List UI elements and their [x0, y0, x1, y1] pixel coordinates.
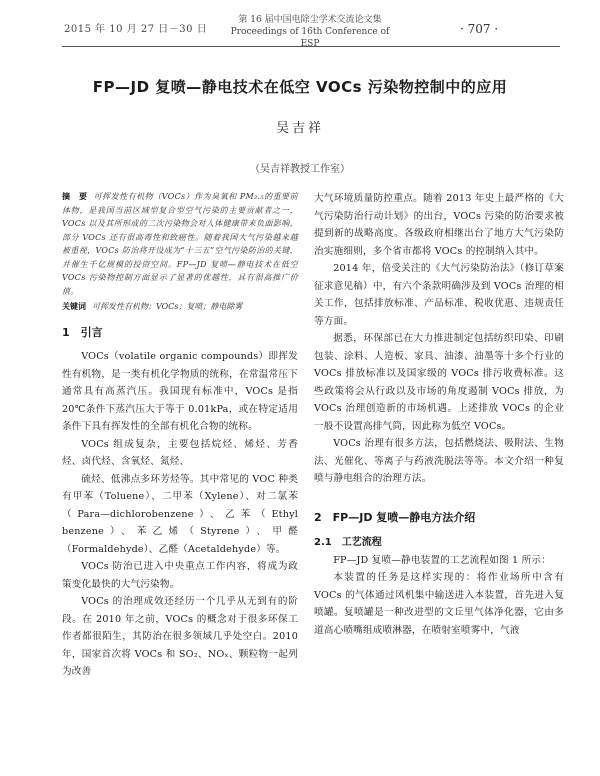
section-2-1-heading: 2.1 工艺流程: [314, 536, 382, 548]
abstract-label: 摘 要: [62, 191, 88, 201]
header-date: 2015 年 10 月 27 日－30 日: [64, 24, 208, 35]
keywords-text: 可挥发性有机物；VOCs；复喷；静电除雾: [92, 302, 243, 311]
left-column: [62, 190, 298, 681]
abstract: [62, 190, 298, 298]
paragraph: 大气环境质量防控重点。随着 2013 年史上最严格的《大气污染防治行动计划》的出台，VOCs 污染的防治要求被提到新的战略高度。各级政府相继出台了地方大气污染防治实施细则，多个省市都将 VOCs 的控制纳入其中。: [314, 193, 564, 257]
paragraph: VOCs 的治理成效还经历一个几乎从无到有的阶段。在 2010 年之前，VOCs 的概念对于很多环保工作者都很陌生，其防治在很多领域几乎处空白。2010 年，国家首次将 VOCs 和 SO₂、NOₓ、颗粒物一起列为改善: [62, 596, 298, 677]
section-2-heading: 2 FP—JD 复喷—静电方法介绍: [314, 510, 476, 524]
paragraph: FP—JD 复喷—静电装置的工艺流程如图 1 所示：: [333, 554, 551, 566]
right-column: [314, 190, 564, 639]
paragraph: VOCs 组成复杂，主要包括烷烃、烯烃、芳香烃、卤代烃、含氧烃、氮烃、: [62, 438, 298, 467]
paper-title: FP—JD 复喷—静电技术在低空 VOCs 污染物控制中的应用: [92, 78, 508, 96]
paragraph: VOCs 防治已进入中央重点工作内容，将成为政策变化最快的大气污染物。: [62, 561, 298, 590]
paragraph: VOCs（volatile organic compounds）即挥发性有机物，是一类有机化学物质的统称，在常温常压下通常具有高蒸汽压。我国现有标准中，VOCs 是指 20℃条件下蒸汽压大于等于 0.01kPa，或在特定适用条件下具有挥发性的全部有机化合物的统称。: [62, 351, 298, 432]
page-header: [0, 0, 600, 52]
header-conference: [225, 14, 395, 50]
header-divider: [62, 46, 560, 47]
paragraph: 本装置的任务是这样实现的：将作业场所中含有 VOCs 的气体通过风机集中输送进入本装置，首先进入复喷罐。复喷罐是一种改进型的文丘里气体净化器，它由多道高心喷嘴组成喷淋器，在喷射室喷雾中，气液: [314, 572, 564, 636]
keywords-label: 关键词: [62, 301, 86, 311]
abstract-text: 可挥发性有机物（VOCs）作为臭氧和 PM₂.₅的重要前体物，是我国当前区域型复合型空气污染的主要贡献者之一，VOCs 以及其所形成的二次污染物会对人体健康带来负面影响，部分 VOCs 还有很高毒性和致癌性。随着我国大气污染越来越被重视，VOCs 防治将开设成为“十三五”空气污染防治的关键，并催生千亿规模的投资空间。FP—JD 复喷—静电技术在低空 VOCs 污染物控制方面显示了显著的优越性，具有很高推广价值。: [62, 192, 298, 296]
header-page-number: · 707 ·: [460, 22, 499, 36]
paragraph: VOCs 治理有很多方法，包括燃烧法、吸附法、生物法、光催化、等离子与药液洗脱法等等。本文介绍一种复喷与静电组合的治理方法。: [314, 438, 564, 484]
paragraph: 硫烃、低沸点多环芳烃等。其中常见的 VOC 种类有甲苯（Toluene）、二甲苯（Xylene）、对二氯苯（Para—dichlorobenzene）、乙苯（Ethyl benzene）、苯乙烯（Styrene）、甲醛（Formaldehyde）、乙醛（Acetaldehyde）等。: [62, 473, 298, 555]
section-1-heading: 1 引言: [62, 326, 103, 339]
keywords: [62, 300, 298, 313]
author-affiliation: （吴吉祥教授工作室）: [250, 164, 350, 175]
header-conference-en: Proceedings of 16th Conference of ESP: [230, 27, 390, 49]
spacer: [314, 488, 564, 498]
paragraph: 据悉，环保部已在大力推进制定包括纺织印染、印刷包装、涂料、人造板、家具、油漆、油墨等十多个行业的 VOCs 排放标准以及国家级的 VOCs 排污收费标准。这些政策将会从行政以及市场的角度遏制 VOCs 排放，为 VOCs 治理创造新的市场机遇。上述排放 VOCs 的企业一般不设置高排气筒，因此称为低空 VOCs。: [314, 333, 564, 432]
paper-author: 吴吉祥: [275, 121, 324, 136]
header-conference-cn: 第 16 届中国电除尘学术交流论文集: [238, 15, 382, 25]
paragraph: 2014 年，倍受关注的《大气污染防治法》（修订草案征求意见稿）中，有六个条款明确涉及到 VOCs 治理的相关工作，包括排放标准、产品标准、税收优惠、违规责任等方面。: [314, 263, 564, 327]
